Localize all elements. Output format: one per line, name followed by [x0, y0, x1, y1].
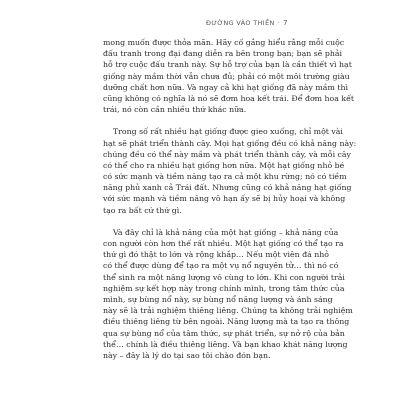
paragraph-1	[103, 37, 355, 115]
paragraph-gap	[103, 216, 298, 227]
text-line: mình, sự bùng nổ này, sự bùng nổ năng lượng và ánh sáng	[103, 294, 333, 304]
page-number: 7	[283, 19, 288, 27]
text-line: nghiệm sự kết hợp này trong chính mình, trong tâm thức của	[103, 283, 345, 293]
text-line: này sẽ là trải nghiệm thiêng liêng. Chúng ta không trải nghiệm	[103, 306, 353, 316]
text-line: có sức mạnh và tiềm năng tạo ra cả một khu rừng; nó có tiềm	[103, 172, 347, 182]
paragraph-gap	[103, 115, 298, 126]
text-line: với sức mạnh và tiềm năng vô hạn ấy sẽ bị hủy hoại và không	[103, 194, 346, 204]
text-line: mong muốn được thỏa mãn. Hãy cố gắng hiểu rằng mỗi cuộc	[103, 38, 345, 47]
paragraph-3	[103, 227, 353, 361]
header-separator: ·	[277, 19, 281, 27]
text-line: có thể được dùng để tạo ra một vụ nổ nguyên tử… thì nó có	[103, 261, 339, 271]
text-line: qua sự bùng nổ của tâm thức, sự phát triển, sự nở rộ của bản	[103, 328, 345, 338]
text-line: Và đây chỉ là khả năng của một hạt giống – khả năng của	[113, 227, 339, 237]
text-line: điều thiêng liêng từ bên ngoài. Năng lượng mà ta tạo ra thông	[103, 317, 350, 327]
running-header	[206, 19, 288, 27]
text-line: thể… chính là điều thiêng liêng. Và bạn khao khát năng lượng	[103, 339, 348, 349]
text-line: đấu tranh trong đại đang diễn ra bên trong bạn; bạn sẽ phải	[103, 49, 343, 59]
text-line: hạt sẽ phát triển thành cây. Mọi hạt giống đều có khả năng này:	[103, 138, 357, 148]
text-line: thể sinh ra một năng lượng vô cùng to lớn. Khi con người trải	[103, 272, 345, 282]
text-line: Trong số rất nhiều hạt giống được gieo xuống, chỉ một vài	[113, 127, 343, 137]
text-line: thứ gì đó thật to lớn và rộng khắp… Nếu một viên đá nhỏ	[103, 250, 329, 260]
text-line: năng phủ xanh cả Trái đất. Nhưng cũng có khả năng hạt giống	[103, 183, 352, 193]
text-line: tạo ra bất cứ thứ gì.	[103, 205, 182, 215]
text-line: hỗ trợ cuộc đấu tranh này. Sự hỗ trợ của bạn là cần thiết vì hạt	[103, 60, 352, 70]
text-line: trái, nó còn cần nhiều thứ khác nữa.	[103, 105, 247, 115]
body-text	[103, 37, 357, 361]
text-line: giống này mầm thời vẫn chưa đủ; phải có một môi trường giàu	[103, 71, 350, 81]
text-line: chúng đều có thể này mầm và phát triển thành cây, và mỗi cây	[103, 149, 351, 159]
chapter-title: ĐƯỜNG VÀO THIỀN	[205, 19, 275, 27]
text-line: có thể cho ra nhiều hạt giống hơn nữa. Một hạt giống nhỏ bé	[103, 160, 345, 170]
text-line: cũng không có nghĩa là nó sẽ đơm hoa kết trái. Để đơm hoa kết	[103, 93, 355, 103]
text-line: này – đây là lý do tại sao tôi chào đón bạn.	[103, 350, 271, 360]
text-line: con người còn hơn thế rất nhiều. Một hạt giống có thể tạo ra	[103, 239, 344, 248]
text-line: dưỡng chất hơn nữa. Và ngay cả khi hạt giống đã này mầm thì	[103, 82, 349, 92]
paragraph-2	[103, 126, 357, 216]
